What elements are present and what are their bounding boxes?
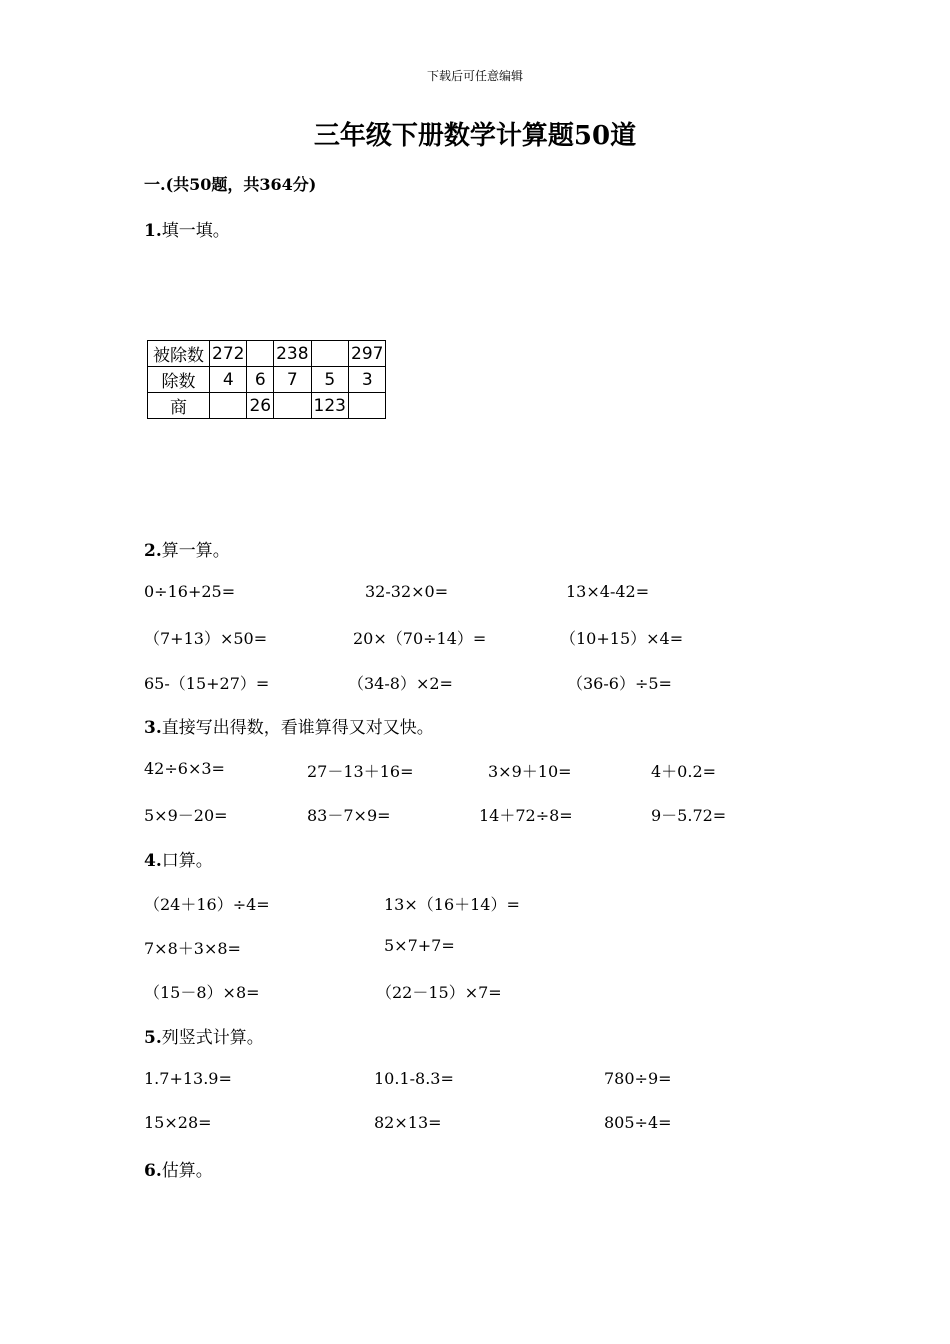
table-cell: 5 xyxy=(311,367,348,393)
question-6 xyxy=(144,1156,213,1181)
expression: 9－5.72= xyxy=(651,806,727,825)
question-text: 列竖式计算。 xyxy=(161,1028,264,1048)
expression: 13×4-42= xyxy=(566,582,650,601)
section-heading: 一.(共50题，共364分) xyxy=(144,175,317,194)
table-cell: 除数 xyxy=(148,367,210,393)
table-cell xyxy=(210,393,247,419)
expression: 14＋72÷8= xyxy=(479,806,573,825)
question-number: 5. xyxy=(144,1028,162,1048)
expression: 20×（70÷14）= xyxy=(353,629,487,648)
expression: 32-32×0= xyxy=(365,582,449,601)
expression: 3×9＋10= xyxy=(488,762,572,781)
table-row xyxy=(148,341,386,367)
expression: （15－8）×8= xyxy=(144,983,260,1002)
question-1 xyxy=(144,216,230,241)
expression: 65-（15+27）= xyxy=(144,674,270,693)
table-cell: 26 xyxy=(247,393,274,419)
expression: 0÷16+25= xyxy=(144,582,236,601)
expression: 13×（16＋14）= xyxy=(384,895,520,914)
question-3 xyxy=(144,713,434,738)
table-row xyxy=(148,393,386,419)
expression: （7+13）×50= xyxy=(144,629,268,648)
question-number: 6. xyxy=(144,1161,162,1181)
table-cell: 238 xyxy=(274,341,311,367)
table-cell: 4 xyxy=(210,367,247,393)
table-cell: 272 xyxy=(210,341,247,367)
question-number: 2. xyxy=(144,541,162,561)
table-cell: 商 xyxy=(148,393,210,419)
table-cell: 123 xyxy=(311,393,348,419)
expression: 805÷4= xyxy=(604,1113,672,1132)
question-5 xyxy=(144,1023,264,1048)
expression: （22－15）×7= xyxy=(376,983,502,1002)
expression: 4＋0.2= xyxy=(651,762,717,781)
table-cell: 3 xyxy=(349,367,386,393)
table-row xyxy=(148,367,386,393)
expression: （36-6）÷5= xyxy=(567,674,672,693)
table-cell xyxy=(247,341,274,367)
table-cell xyxy=(349,393,386,419)
question-text: 算一算。 xyxy=(161,541,230,561)
table-cell xyxy=(311,341,348,367)
expression: 5×9－20= xyxy=(144,806,228,825)
table-cell: 被除数 xyxy=(148,341,210,367)
expression: 10.1-8.3= xyxy=(374,1069,454,1088)
expression: （34-8）×2= xyxy=(348,674,453,693)
expression: 27－13＋16= xyxy=(307,762,414,781)
question-number: 3. xyxy=(144,718,162,738)
expression: 1.7+13.9= xyxy=(144,1069,232,1088)
expression: （10+15）×4= xyxy=(560,629,684,648)
table-cell: 6 xyxy=(247,367,274,393)
expression: 42÷6×3= xyxy=(144,759,225,778)
table-cell: 7 xyxy=(274,367,311,393)
expression: 780÷9= xyxy=(604,1069,672,1088)
question-4 xyxy=(144,846,213,871)
question-number: 4. xyxy=(144,851,162,871)
expression: 5×7+7= xyxy=(384,936,455,955)
expression: 15×28= xyxy=(144,1113,212,1132)
question-text: 口算。 xyxy=(161,851,213,871)
header-note: 下载后可任意编辑 xyxy=(426,69,523,83)
page-title: 三年级下册数学计算题50道 xyxy=(313,121,637,151)
question-number: 1. xyxy=(144,221,162,241)
question-text: 填一填。 xyxy=(161,221,230,241)
question-text: 估算。 xyxy=(161,1161,213,1181)
division-table xyxy=(147,340,386,419)
expression: 7×8＋3×8= xyxy=(144,939,241,958)
table-cell xyxy=(274,393,311,419)
question-2 xyxy=(144,536,230,561)
expression: 82×13= xyxy=(374,1113,442,1132)
expression: 83－7×9= xyxy=(307,806,391,825)
expression: （24＋16）÷4= xyxy=(144,895,270,914)
question-text: 直接写出得数，看谁算得又对又快。 xyxy=(161,718,434,738)
table-cell: 297 xyxy=(349,341,386,367)
